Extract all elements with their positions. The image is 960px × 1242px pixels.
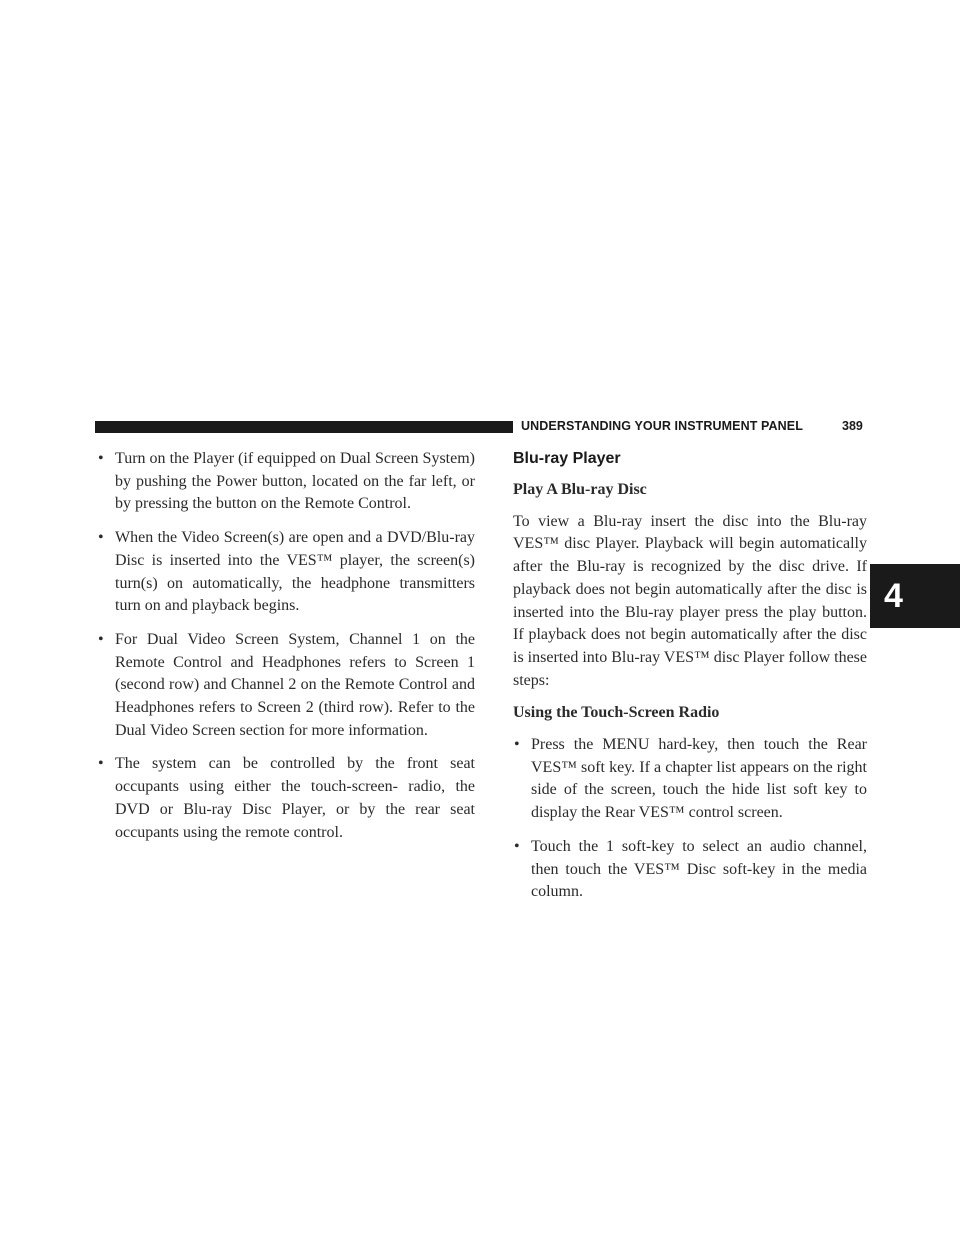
bullet-icon: •	[514, 736, 520, 754]
header-rule	[95, 421, 513, 433]
bullet-icon: •	[514, 837, 520, 855]
section-heading: Blu-ray Player	[513, 450, 621, 467]
running-header-title: UNDERSTANDING YOUR INSTRUMENT PANEL	[521, 419, 803, 433]
right-column	[513, 448, 867, 915]
list-item	[513, 836, 867, 904]
list-item	[97, 448, 475, 516]
bullet-icon: •	[98, 529, 104, 547]
left-column	[97, 448, 475, 855]
list-item	[513, 734, 867, 825]
chapter-number: 4	[884, 576, 903, 615]
list-item-text: Turn on the Player (if equipped on Dual Screen System) by pushing the Power button, located on the far left, or by pressing the button on the Remote Control.	[115, 450, 475, 513]
bullet-icon: •	[98, 450, 104, 467]
page-number: 389	[842, 419, 863, 433]
list-item-text: Touch the 1 soft-key to select an audio channel, then touch the VES™ Disc soft-key in the media column.	[531, 837, 867, 901]
list-item-text: Press the MENU hard-key, then touch the Rear VES™ soft key. If a chapter list appears on the right side of the screen, touch the hide list soft key to display the Rear VES™ control screen.	[531, 736, 867, 822]
body-paragraph: To view a Blu-ray insert the disc into the Blu-ray VES™ disc Player. Playback will begin automatically after the Blu-ray is recognized by the disc drive. If playback does not begin automatically after the disc is inserted into the Blu-ray player press the play button. If playback does not begin automatically after the disc is inserted into Blu-ray VES™ disc Player follow these steps:	[513, 512, 867, 689]
list-item	[97, 527, 475, 618]
bullet-icon: •	[98, 630, 104, 648]
list-item	[97, 753, 475, 844]
bullet-icon: •	[98, 755, 104, 773]
list-item-text: For Dual Video Screen System, Channel 1 on the Remote Control and Headphones refers to Screen 1 (second row) and Channel 2 on the Remote Control and Headphones refers to Screen 2 (third row). Refer to the Dual Video Screen section for more information.	[115, 630, 475, 739]
list-item-text: The system can be controlled by the front seat occupants using either the touch-screen- radio, the DVD or Blu-ray Disc Player, or by the rear seat occupants using the remote control.	[115, 755, 475, 841]
list-item	[97, 629, 475, 743]
subheading-touch-screen-radio: Using the Touch-Screen Radio	[513, 704, 720, 722]
list-item-text: When the Video Screen(s) are open and a DVD/Blu-ray Disc is inserted into the VES™ player, the screen(s) turn(s) on automatically, the headphone transmitters turn on and playback begins.	[115, 529, 475, 615]
chapter-tab	[870, 564, 960, 628]
subheading-play-disc: Play A Blu-ray Disc	[513, 481, 647, 498]
